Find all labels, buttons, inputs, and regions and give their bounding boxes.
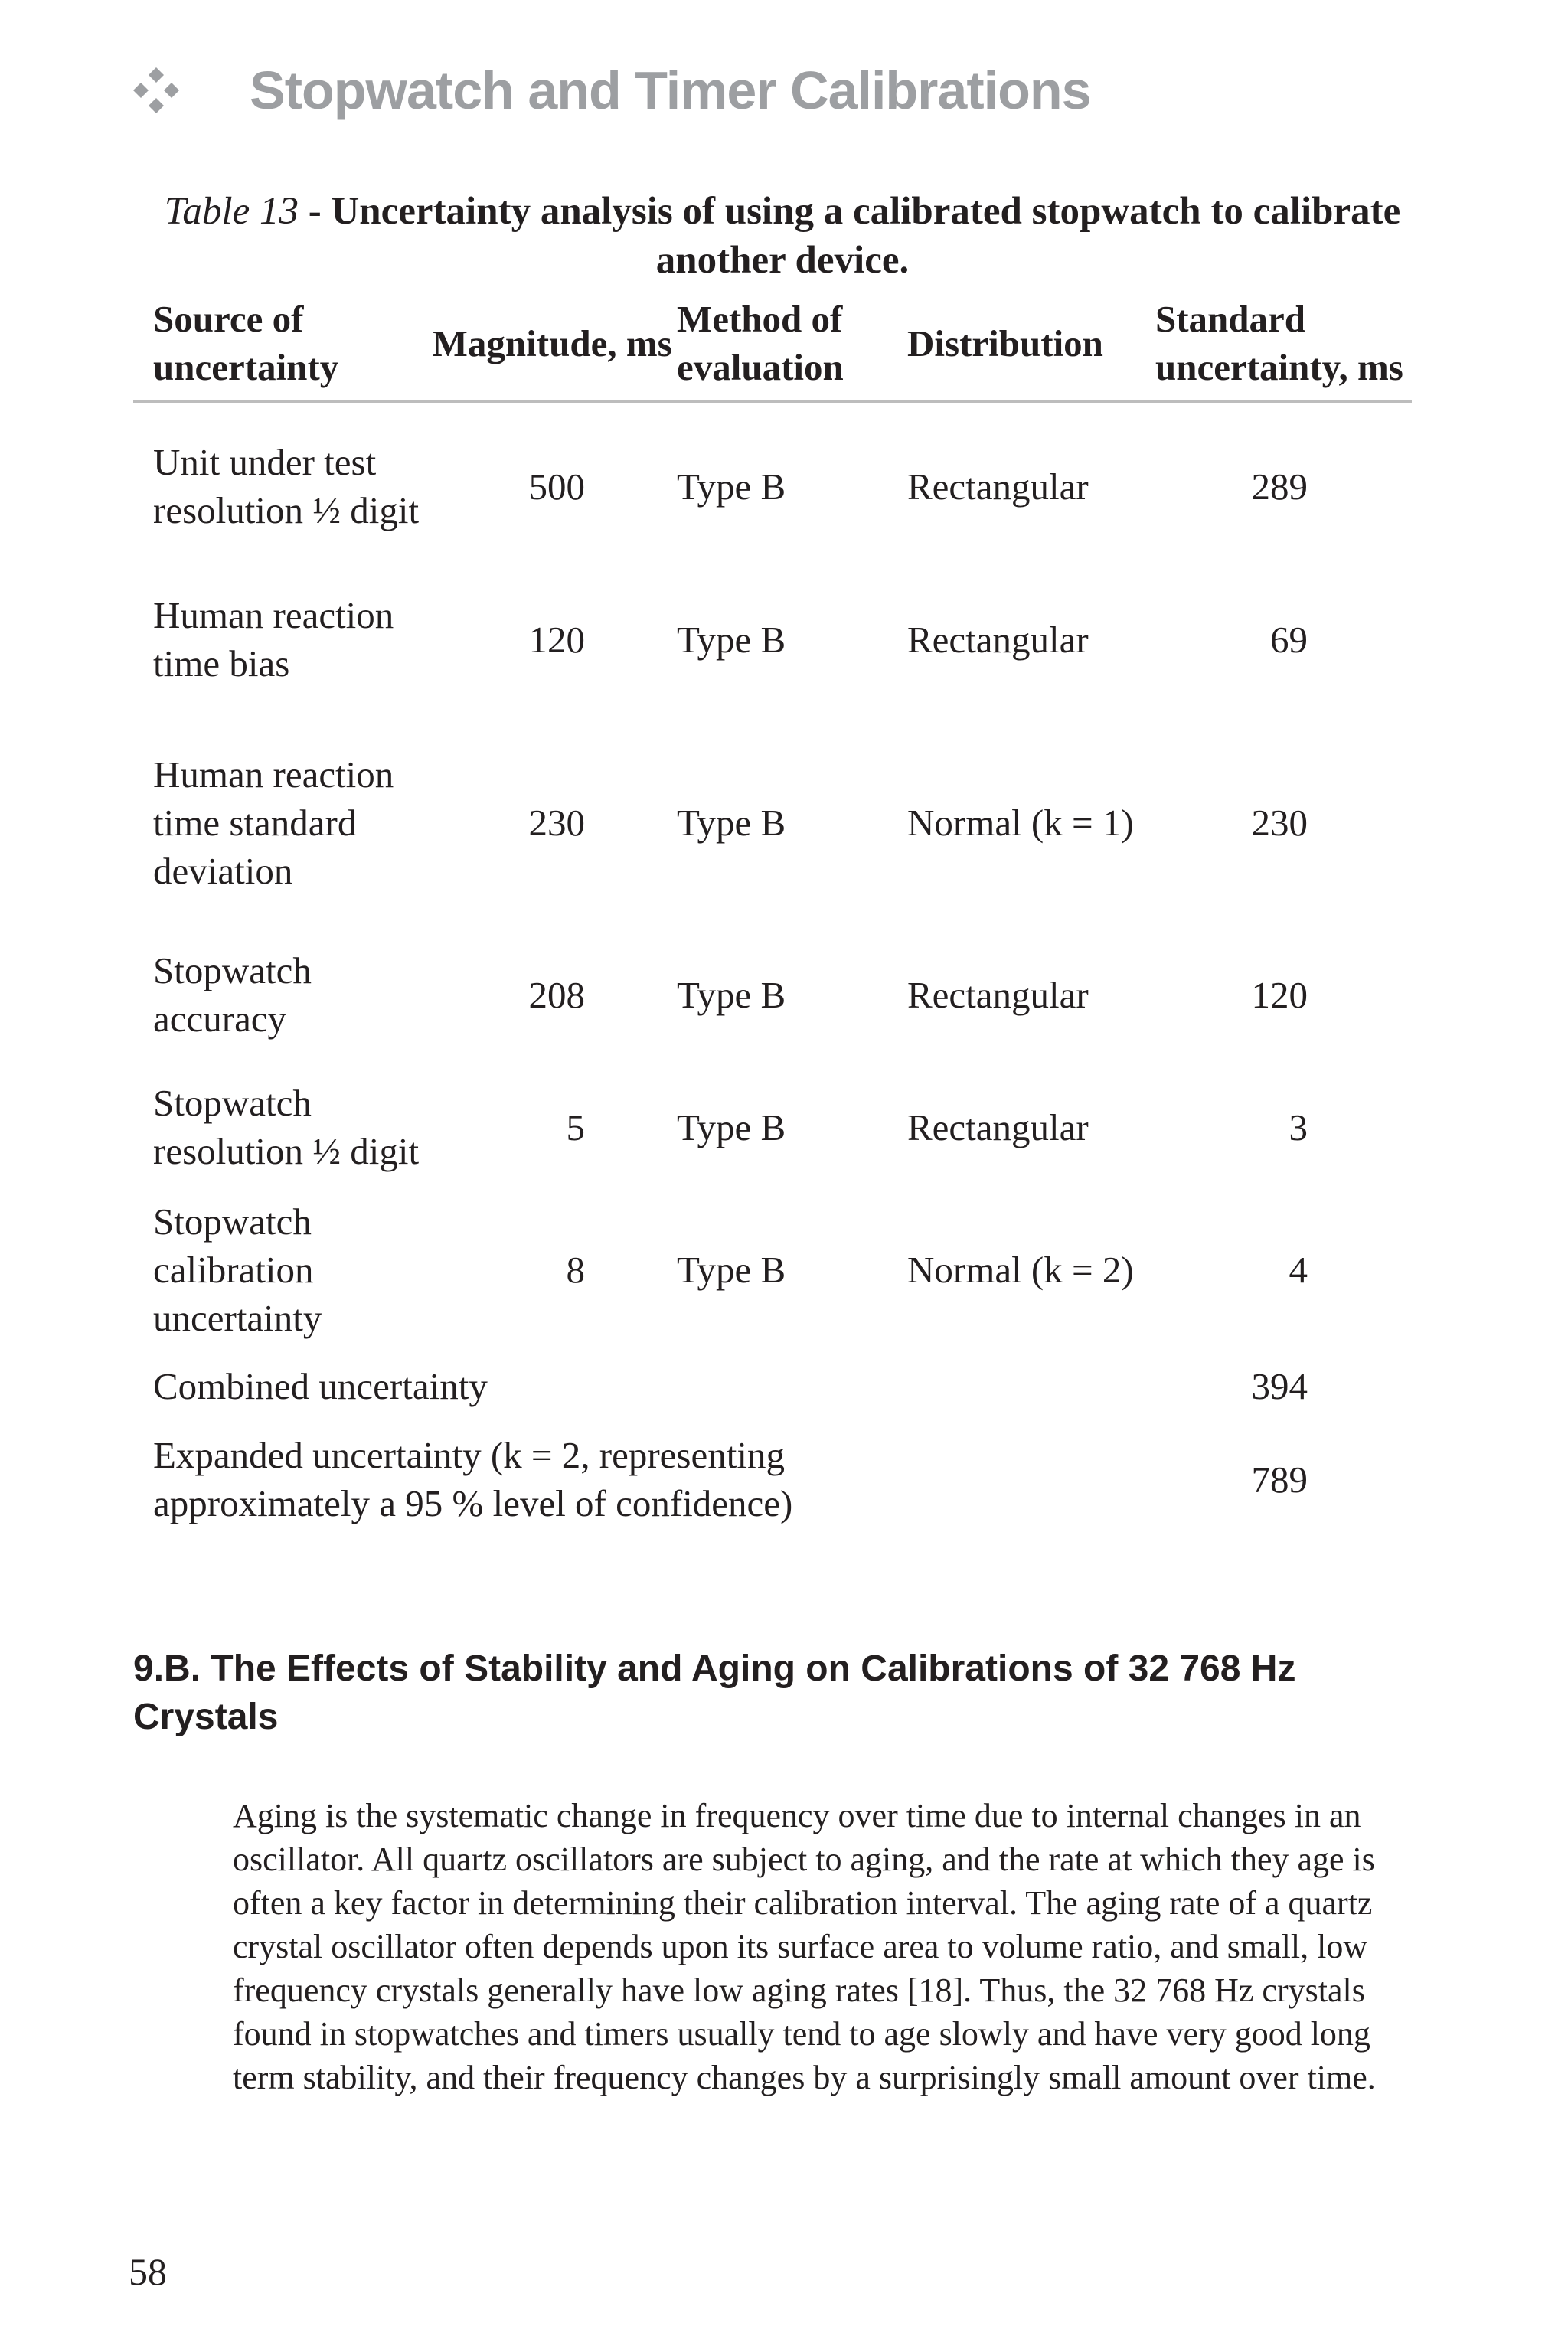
cell-std-unc: 230 bbox=[1251, 801, 1308, 844]
col-header-distribution: Distribution bbox=[907, 295, 1155, 402]
cell-distribution: Normal (k = 1) bbox=[907, 801, 1134, 844]
table-row bbox=[133, 1060, 1412, 1194]
body-paragraph: Aging is the systematic change in frequency over time due to internal changes in an oscillator. All quartz oscillators are subject to aging, and the rate at which they age is often a key factor in determining their calibration interval. The aging rate of a quartz crystal oscillator often depends upon its surface area to volume ratio, and small, low frequency crystals generally have low aging rates [18]. Thus, the 32 768 Hz crystals found in stopwatches and timers usually tend to age slowly and have very good long term stability, and their frequency changes by a surprisingly small amount over time. bbox=[233, 1797, 1376, 2096]
cell-std-unc: 120 bbox=[1251, 973, 1308, 1016]
table-header-row bbox=[133, 295, 1412, 402]
table-row bbox=[133, 1194, 1412, 1344]
page-number: 58 bbox=[129, 2250, 167, 2293]
table-caption bbox=[132, 187, 1433, 285]
four-diamond-ornament-icon bbox=[132, 66, 181, 115]
cell-distribution: Rectangular bbox=[907, 973, 1089, 1016]
combined-row bbox=[133, 1344, 1412, 1427]
cell-std-unc: 3 bbox=[1289, 1106, 1308, 1148]
cell-method: Type B bbox=[676, 801, 786, 844]
uncertainty-table bbox=[133, 295, 1412, 1531]
cell-magnitude: 120 bbox=[528, 618, 585, 661]
expanded-row bbox=[133, 1427, 1412, 1531]
cell-method: Type B bbox=[676, 1106, 786, 1148]
section-heading: 9.B. The Effects of Stability and Aging on Calibrations of 32 768 Hz Crystals bbox=[133, 1648, 1296, 1737]
cell-magnitude: 5 bbox=[566, 1106, 585, 1148]
col-header-method: Method of evaluation bbox=[677, 295, 907, 402]
table-row bbox=[133, 715, 1412, 929]
cell-magnitude: 208 bbox=[528, 973, 585, 1016]
cell-source: Stopwatch resolution ½ digit bbox=[153, 1082, 420, 1172]
cell-distribution: Rectangular bbox=[907, 1106, 1089, 1148]
cell-distribution: Rectangular bbox=[907, 465, 1089, 508]
cell-distribution: Rectangular bbox=[907, 618, 1089, 661]
cell-std-unc: 69 bbox=[1270, 618, 1308, 661]
table-row bbox=[133, 402, 1412, 564]
col-header-magnitude: Magnitude, ms bbox=[433, 295, 677, 402]
col-header-std-unc: Standard uncertainty, ms bbox=[1155, 295, 1412, 402]
cell-method: Type B bbox=[676, 465, 786, 508]
expanded-label: Expanded uncertainty (k = 2, representing approximately a 95 % level of confidence) bbox=[153, 1434, 793, 1524]
col-header-source: Source of uncertainty bbox=[133, 295, 433, 402]
cell-method: Type B bbox=[676, 1248, 786, 1291]
combined-value: 394 bbox=[1251, 1364, 1308, 1407]
cell-method: Type B bbox=[676, 618, 786, 661]
table-row bbox=[133, 564, 1412, 715]
table-row bbox=[133, 929, 1412, 1060]
combined-label: Combined uncertainty bbox=[153, 1364, 488, 1407]
running-header bbox=[132, 60, 1091, 121]
table-caption-label: Table 13 bbox=[164, 190, 299, 233]
running-header-title: Stopwatch and Timer Calibrations bbox=[250, 60, 1091, 120]
cell-source: Human reaction time bias bbox=[153, 594, 394, 684]
cell-magnitude: 8 bbox=[566, 1248, 585, 1291]
table-caption-text: - Uncertainty analysis of using a calibrated stopwatch to calibrate another device. bbox=[298, 190, 1401, 282]
cell-source: Stopwatch calibration uncertainty bbox=[153, 1200, 322, 1339]
cell-std-unc: 4 bbox=[1289, 1248, 1308, 1291]
cell-std-unc: 289 bbox=[1251, 465, 1308, 508]
cell-source: Unit under test resolution ½ digit bbox=[153, 441, 420, 531]
cell-magnitude: 230 bbox=[528, 801, 585, 844]
cell-source: Human reaction time standard deviation bbox=[153, 753, 394, 892]
cell-magnitude: 500 bbox=[528, 465, 585, 508]
cell-method: Type B bbox=[676, 973, 786, 1016]
expanded-value: 789 bbox=[1251, 1458, 1308, 1501]
cell-distribution: Normal (k = 2) bbox=[907, 1248, 1134, 1291]
cell-source: Stopwatch accuracy bbox=[153, 949, 312, 1040]
